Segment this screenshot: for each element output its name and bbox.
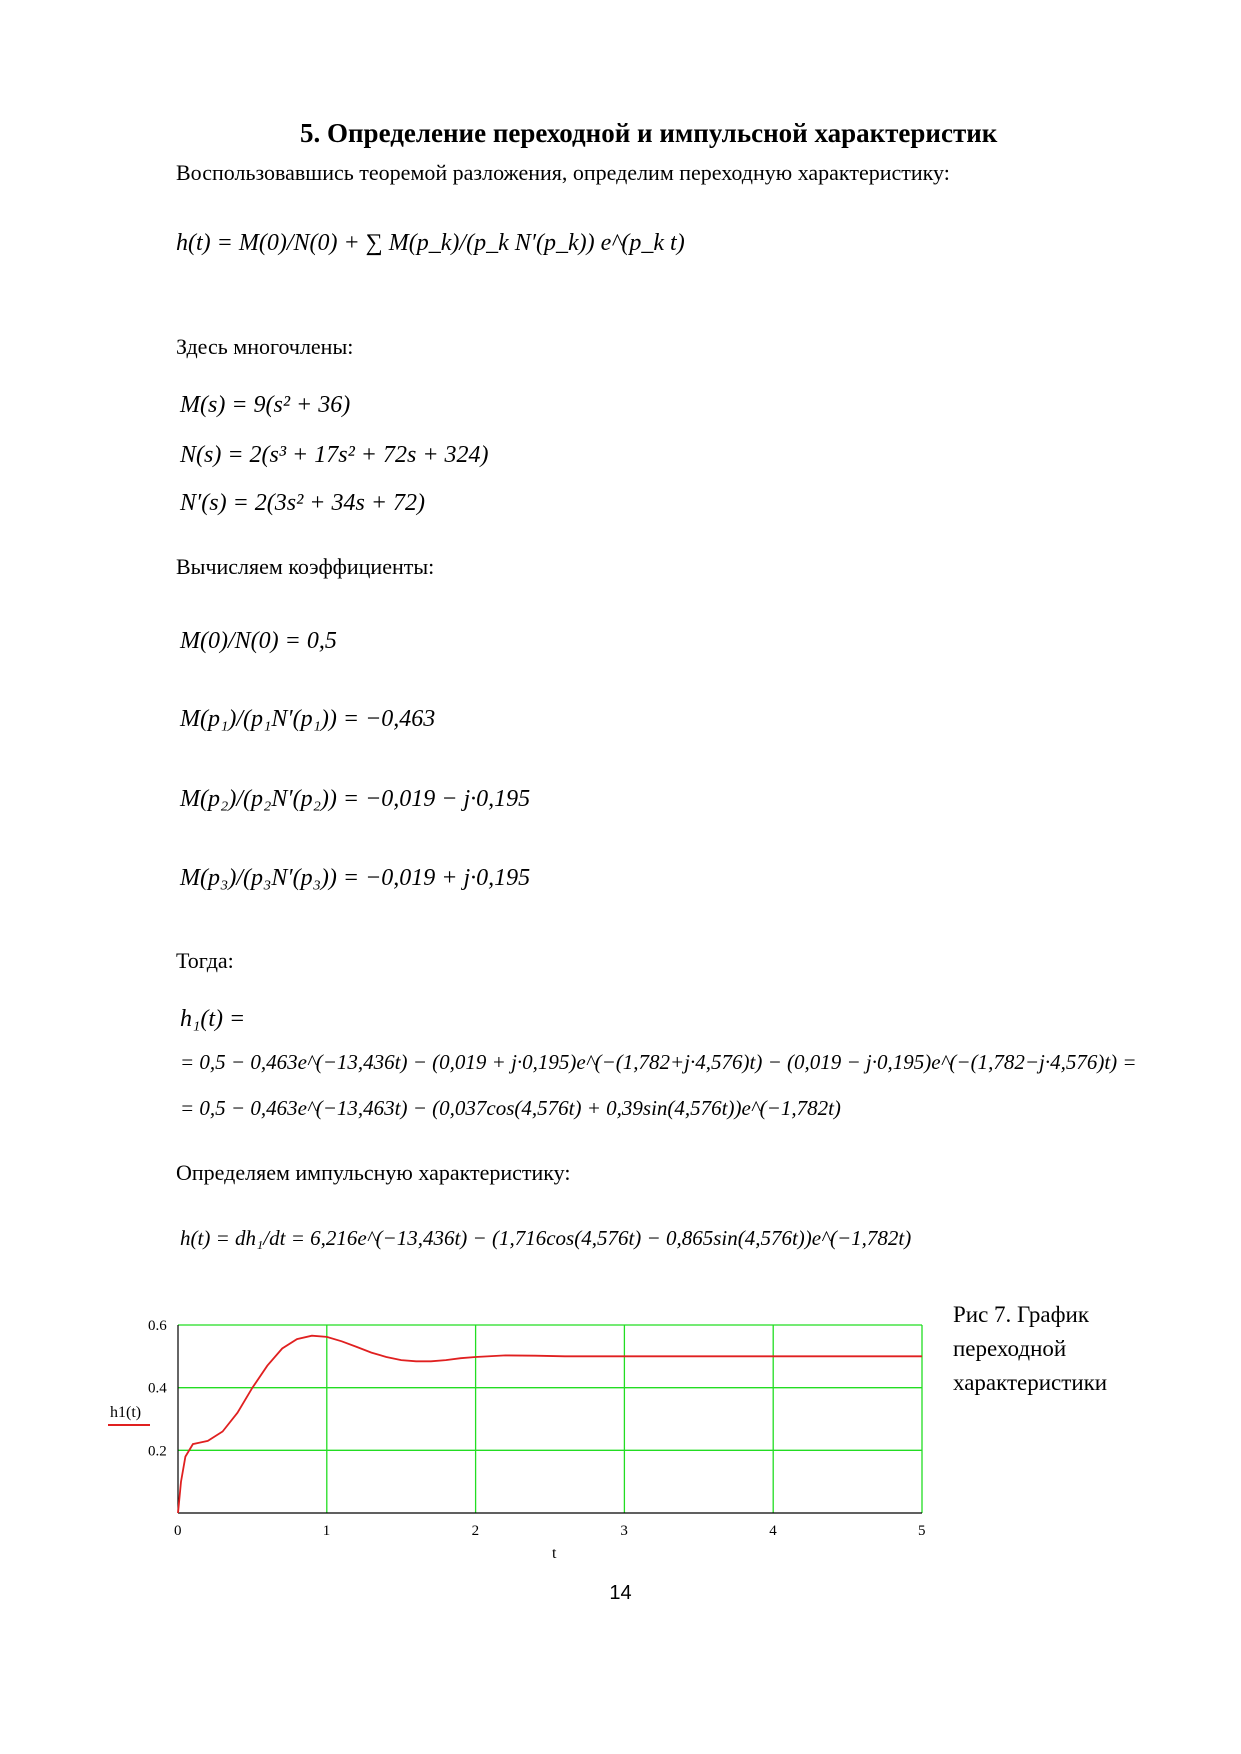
y-tick-label: 0.4 [148,1380,167,1397]
equation-h1-line3: = 0,5 − 0,463e^(−13,463t) − (0,037cos(4,576t) + 0,39sin(4,576t))e^(−1,782t) [180,1096,841,1120]
equation-poly-nprime: N′(s) = 2(3s² + 34s + 72) [180,490,426,516]
paragraph-impulse: Определяем импульсную характеристику: [176,1160,571,1185]
equation-poly-m: M(s) = 9(s² + 36) [180,392,351,418]
x-tick-label: 1 [322,1523,331,1539]
paragraph-then: Тогда: [176,948,234,973]
paragraph-polynomials: Здесь многочлены: [176,334,354,359]
chart-series [178,1336,922,1514]
equation-h1-line2: = 0,5 − 0,463e^(−13,436t) − (0,019 + j·0,195)e^(−(1,782+j·4,576)t) − (0,019 − j·0,195)e^(−(1,782−j·4,576)t) = [180,1050,1137,1074]
chart-ticks [148,1318,926,1539]
series-line-h1 [178,1336,922,1513]
transient-response-chart [100,1305,940,1575]
x-tick-label: 5 [918,1523,926,1539]
y-tick-label: 0.2 [148,1443,167,1460]
x-tick-label: 2 [471,1523,480,1539]
y-tick-label: 0.6 [148,1318,167,1334]
equation-h1-line1: h₁(t) = [180,1006,246,1032]
equation-coef-1: M(p₁)/(p₁N′(p₁)) = −0,463 [180,706,436,732]
page-number: 14 [609,1582,632,1604]
equation-coef-0: M(0)/N(0) = 0,5 [180,628,337,654]
paragraph-coefficients: Вычисляем коэффициенты: [176,554,435,579]
equation-expansion: h(t) = M(0)/N(0) + ∑ M(p_k)/(p_k N′(p_k)) e^(p_k t) [176,230,685,256]
section-heading: 5. Определение переходной и импульсной характеристик [300,118,998,148]
paragraph-intro: Воспользовавшись теоремой разложения, определим переходную характеристику: [176,160,950,185]
equation-coef-3: M(p₃)/(p₃N′(p₃)) = −0,019 + j·0,195 [180,865,531,891]
chart-grid [178,1325,922,1513]
x-tick-label: 0 [174,1523,182,1539]
equation-coef-2: M(p₂)/(p₂N′(p₂)) = −0,019 − j·0,195 [180,786,531,812]
y-axis-label: h1(t) [110,1404,142,1421]
x-tick-label: 3 [620,1523,628,1539]
equation-poly-n: N(s) = 2(s³ + 17s² + 72s + 324) [180,442,489,468]
figure-caption: Рис 7. График переходной характеристики [953,1302,1108,1395]
x-tick-label: 4 [769,1523,777,1539]
chart-axes [178,1325,922,1513]
equation-impulse: h(t) = dh₁/dt = 6,216e^(−13,436t) − (1,716cos(4,576t) − 0,865sin(4,576t))e^(−1,782t) [180,1226,912,1250]
x-axis-label: t [552,1545,557,1562]
